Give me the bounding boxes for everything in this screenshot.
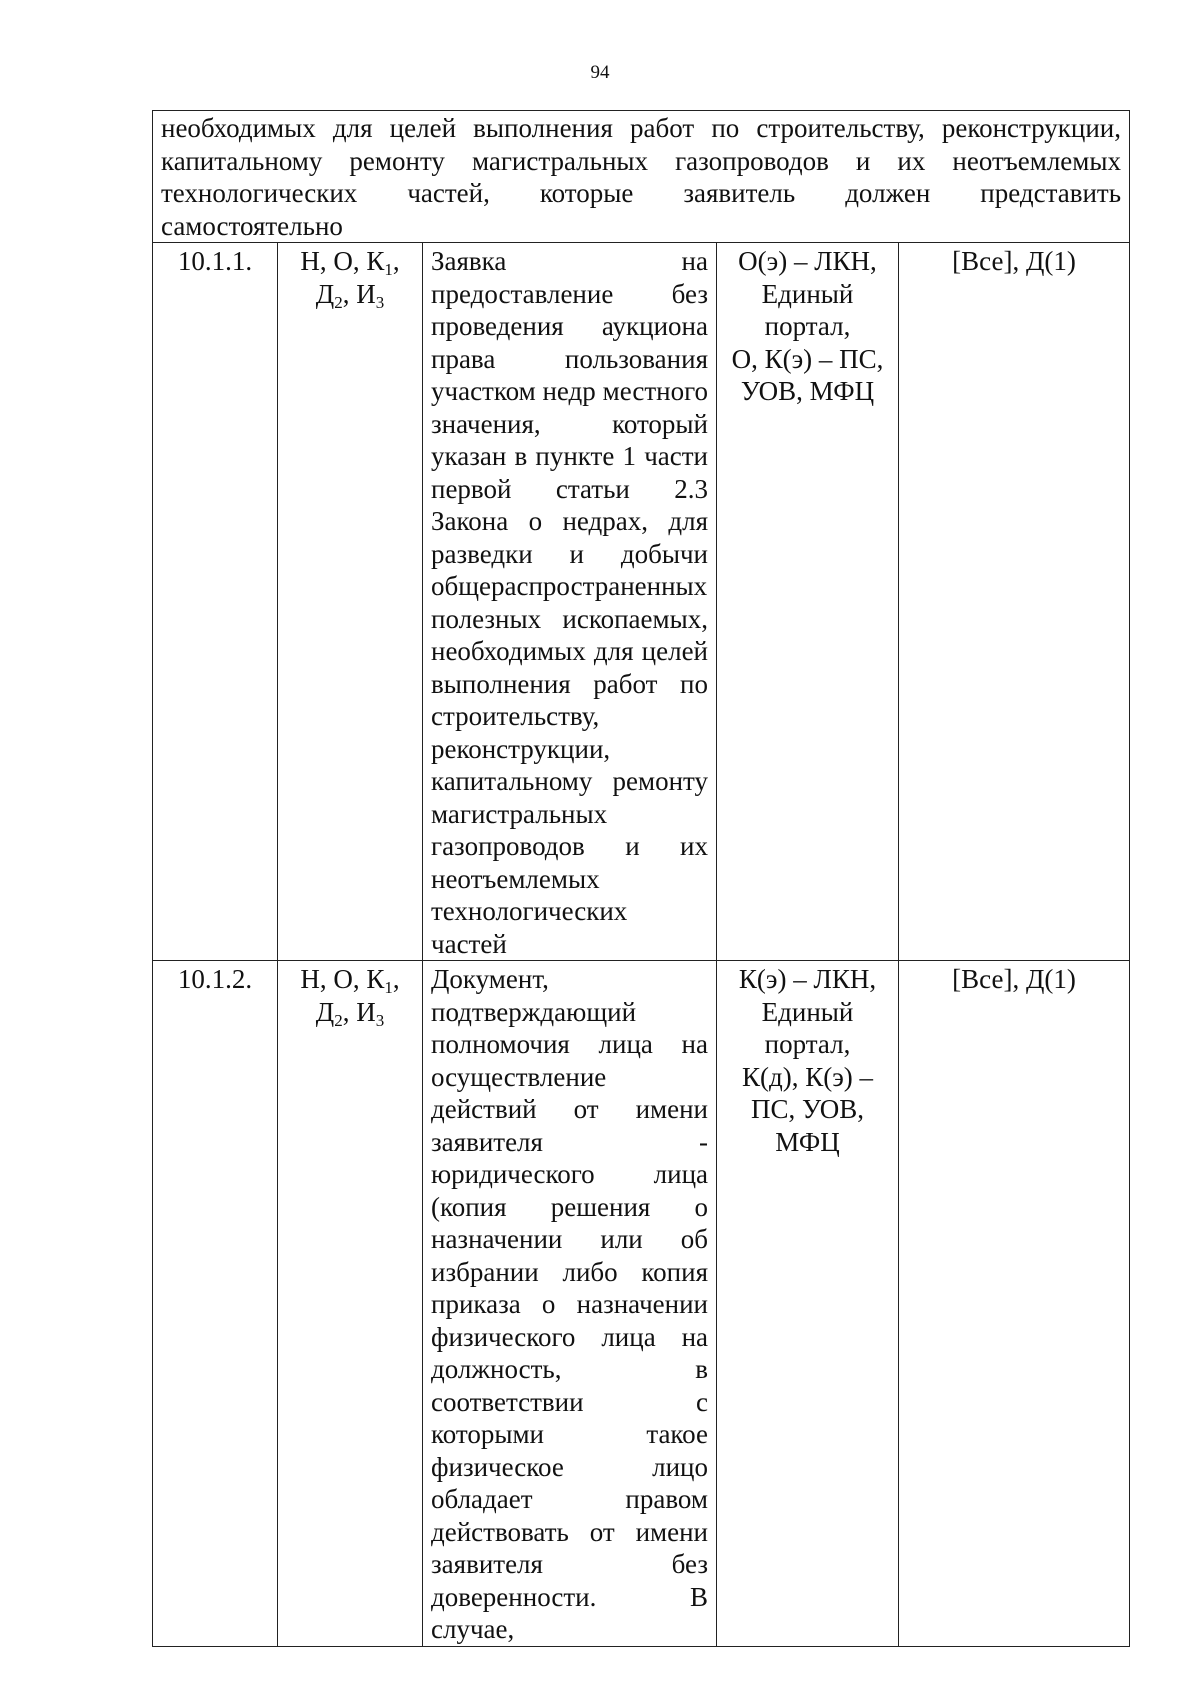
- document-name-line: избрании либо копия: [431, 1256, 708, 1287]
- header-line: необходимых для целей выполнения работ по строительству, реконструкции,: [161, 113, 1122, 143]
- document-name-line: подтверждающий: [431, 996, 637, 1027]
- row-category: [Все], Д(1): [899, 243, 1130, 961]
- document-name-line: обладает правом: [431, 1484, 708, 1514]
- document-name-line: первой статьи 2.3: [431, 473, 708, 504]
- page-number: 94: [590, 62, 610, 83]
- header-line: технологических частей, которые заявитель должен представить: [161, 178, 1122, 208]
- document-name-line: юридического лица: [431, 1159, 708, 1189]
- document-name-line: строительству,: [431, 701, 600, 731]
- row-category: [Все], Д(1): [899, 961, 1130, 1647]
- document-name-line: заявителя -: [431, 1126, 708, 1157]
- section-header-cell: [153, 111, 1130, 243]
- document-name-line: права пользования: [431, 343, 708, 374]
- channel-line: Единый: [761, 278, 854, 309]
- channel-line: МФЦ: [775, 1126, 840, 1157]
- row-number: 10.1.2.: [153, 961, 278, 1647]
- document-name-line: капитальному ремонту: [431, 766, 708, 796]
- channel-line: Единый: [761, 996, 854, 1027]
- row-channels: [717, 961, 899, 1647]
- document-name-line: магистральных: [431, 798, 608, 829]
- document-name-line: газопроводов и их: [431, 831, 708, 861]
- document-name-line: которыми такое: [431, 1419, 708, 1449]
- header-line: самостоятельно: [161, 210, 343, 241]
- document-table: [152, 110, 1130, 1647]
- document-name-line: необходимых для целей: [431, 636, 708, 666]
- document-name-line: Документ,: [431, 964, 549, 994]
- channel-line: УОВ, МФЦ: [740, 376, 875, 406]
- document-name-line: действовать от имени: [431, 1516, 708, 1547]
- document-name-line: технологических частей: [431, 896, 628, 959]
- channel-line: портал,: [764, 1029, 851, 1059]
- document-name-line: участком недр местного: [431, 376, 708, 406]
- row-document-name: [423, 243, 717, 961]
- document-name-line: заявителя без: [431, 1549, 708, 1579]
- channel-line: К(д), К(э) –: [741, 1061, 874, 1092]
- document-name-line: значения, который: [431, 408, 708, 439]
- document-name-line: полезных ископаемых,: [431, 603, 708, 634]
- channel-line: О, К(э) – ПС,: [731, 343, 884, 374]
- document-name-line: Закона о недрах, для: [431, 506, 708, 536]
- row-codes: Н, О, $К_1$, $Д_2$, $И_3$: [278, 961, 423, 1647]
- row-codes: Н, О, $К_1$, $Д_2$, $И_3$: [278, 243, 423, 961]
- channel-line: О(э) – ЛКН,: [738, 246, 877, 276]
- document-name-line: реконструкции,: [431, 733, 611, 764]
- document-name-line: доверенности. В случае,: [431, 1581, 708, 1644]
- document-name-line: общераспространенных: [431, 571, 708, 601]
- document-name-line: назначении или об: [431, 1224, 708, 1254]
- document-name-line: соответствии с: [431, 1386, 708, 1417]
- channel-line: ПС, УОВ,: [750, 1094, 865, 1124]
- document-name-line: выполнения работ по: [431, 668, 708, 699]
- row-channels: [717, 243, 899, 961]
- channel-line: портал,: [764, 311, 851, 341]
- document-name-line: должность, в: [431, 1354, 708, 1384]
- document-name-line: физическое лицо: [431, 1451, 708, 1482]
- document-name-line: указан в пункте 1 части: [431, 441, 708, 471]
- header-line: капитальному ремонту магистральных газопроводов и их неотъемлемых: [161, 145, 1122, 176]
- document-name-line: приказа о назначении: [431, 1289, 708, 1319]
- document-name-line: полномочия лица на: [431, 1029, 708, 1059]
- channel-line: К(э) – ЛКН,: [738, 964, 877, 994]
- document-name-line: (копия решения о: [431, 1191, 708, 1222]
- row-document-name: [423, 961, 717, 1647]
- table-header-row: [153, 111, 1130, 243]
- document-name-line: осуществление: [431, 1061, 607, 1092]
- document-name-line: физического лица на: [431, 1321, 708, 1352]
- table-row: [153, 243, 1130, 961]
- table-row: [153, 961, 1130, 1647]
- document-name-line: предоставление без: [431, 278, 708, 309]
- document-name-line: разведки и добычи: [431, 538, 708, 569]
- row-number: 10.1.1.: [153, 243, 278, 961]
- document-name-line: проведения аукциона: [431, 311, 708, 341]
- document-name-line: Заявка на: [431, 246, 708, 276]
- document-name-line: действий от имени: [431, 1094, 708, 1124]
- document-name-line: неотъемлемых: [431, 863, 600, 894]
